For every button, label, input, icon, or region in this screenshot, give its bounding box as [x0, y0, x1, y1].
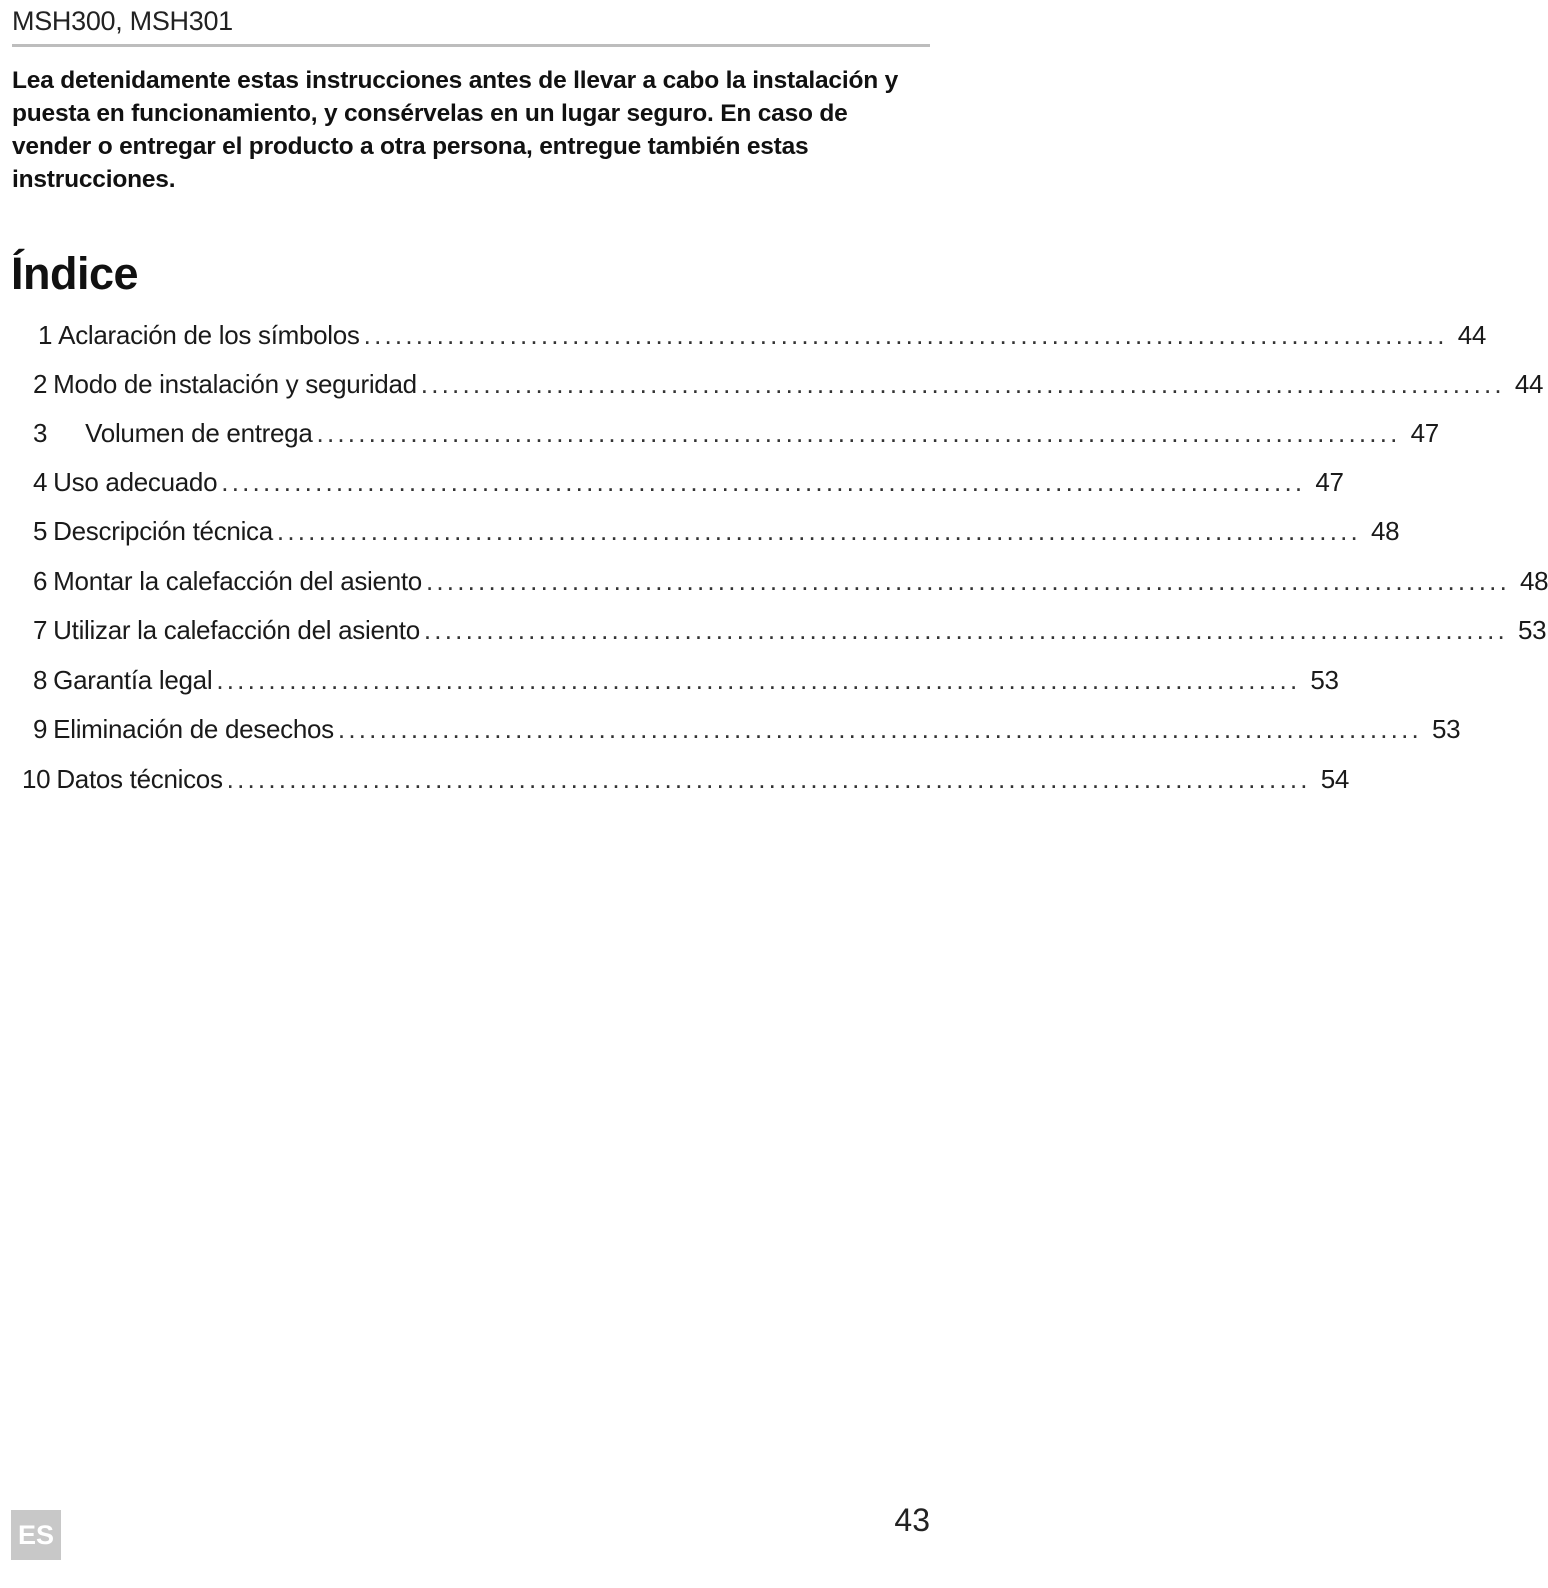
toc-item[interactable]	[38, 320, 1487, 354]
toc-item-page: 47	[1410, 418, 1439, 448]
toc-title: Índice	[11, 248, 139, 299]
toc-item-text: Utilizar la calefacción del asiento	[53, 615, 420, 645]
toc-item[interactable]	[33, 516, 1400, 550]
toc-item-text: Aclaración de los símbolos	[58, 320, 360, 350]
toc-item[interactable]	[33, 665, 1339, 699]
toc-item-number: 1	[38, 320, 53, 350]
toc-item-number: 10	[22, 764, 51, 794]
toc-leader-dots: ........................................................................................................	[221, 467, 1306, 497]
toc-item-text: Volumen de entrega	[85, 418, 313, 448]
toc-leader-dots: ........................................................................................................	[316, 418, 1401, 448]
toc-item-page: 53	[1310, 665, 1339, 695]
toc-leader-dots: ........................................................................................................	[226, 764, 1311, 794]
toc-item-page: 53	[1431, 714, 1461, 744]
toc-item-page: 53	[1517, 615, 1547, 645]
toc-item-number: 8	[33, 665, 48, 695]
toc-item[interactable]	[33, 369, 1544, 403]
toc-item[interactable]	[33, 467, 1344, 501]
toc-item[interactable]	[33, 615, 1547, 649]
toc-item-page: 48	[1370, 516, 1400, 546]
toc-item-page: 54	[1320, 764, 1350, 794]
page-header	[12, 2, 930, 47]
toc-item-number: 3	[33, 418, 48, 448]
toc-leader-dots: ........................................................................................................	[216, 665, 1301, 695]
toc-item-text: Garantía legal	[53, 665, 213, 695]
toc-item-page: 48	[1520, 566, 1548, 596]
toc-item[interactable]	[33, 418, 1439, 452]
toc-leader-dots: ........................................................................................................	[425, 566, 1510, 596]
toc-item-text: Modo de instalación y seguridad	[53, 369, 417, 399]
toc-item-number: 2	[33, 369, 48, 399]
toc-item-number: 4	[33, 467, 48, 497]
toc-leader-dots: ........................................................................................................	[423, 615, 1508, 645]
toc-item-number: 7	[33, 615, 48, 645]
toc-item-page: 47	[1315, 467, 1344, 497]
intro-paragraph: Lea detenidamente estas instrucciones antes de llevar a cabo la instalación y puesta en funcionamiento, y consérvelas en un lugar seguro. En caso de vender o entregar el producto a otra persona, entregue también estas instrucciones.	[12, 67, 899, 193]
model-title: MSH300, MSH301	[12, 6, 233, 36]
toc-item[interactable]	[33, 566, 1548, 600]
toc-item-number: 9	[33, 714, 48, 744]
toc-item-text: Descripción técnica	[53, 516, 273, 546]
toc-item-page: 44	[1514, 369, 1544, 399]
toc-item-text: Datos técnicos	[56, 764, 223, 794]
toc-leader-dots: ........................................................................................................	[363, 320, 1448, 350]
toc-item[interactable]	[33, 714, 1461, 748]
toc-leader-dots: ........................................................................................................	[337, 714, 1422, 744]
toc-leader-dots: ........................................................................................................	[420, 369, 1505, 399]
toc-item-page: 44	[1457, 320, 1487, 350]
toc-item-number: 5	[33, 516, 48, 546]
toc-item[interactable]	[22, 764, 1350, 798]
language-badge: ES	[11, 1510, 61, 1560]
page-number: 43	[894, 1502, 930, 1538]
toc-item-text: Eliminación de desechos	[53, 714, 334, 744]
toc-item-text: Uso adecuado	[53, 467, 218, 497]
toc-item-number: 6	[33, 566, 48, 596]
toc-leader-dots: ........................................................................................................	[276, 516, 1361, 546]
toc-item-text: Montar la calefacción del asiento	[53, 566, 422, 596]
